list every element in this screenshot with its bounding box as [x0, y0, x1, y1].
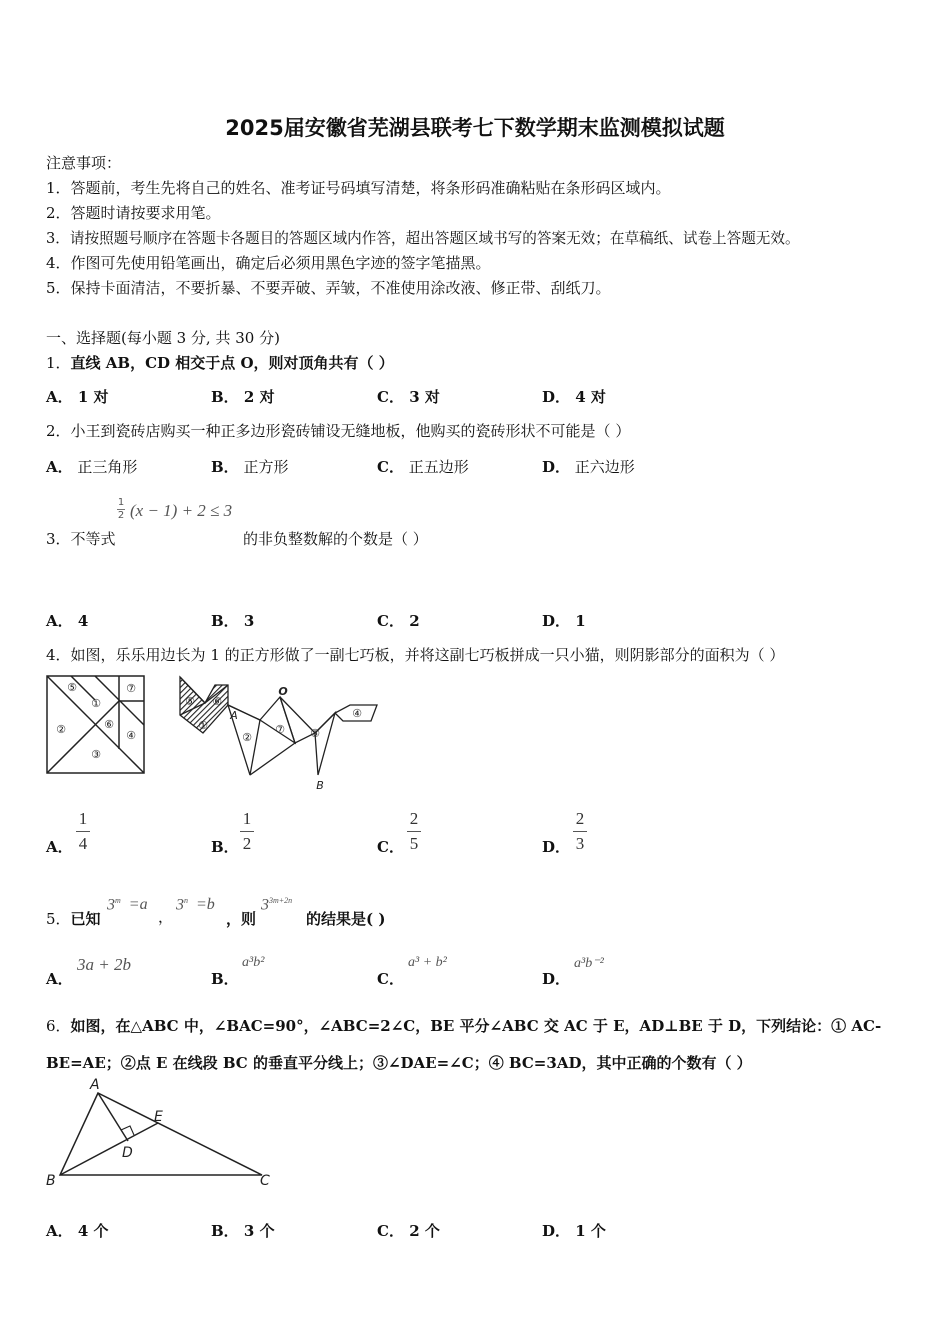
- cat-label: B: [316, 779, 324, 792]
- question-number: 2．: [46, 422, 71, 440]
- q4-option-d-fraction: 2 3: [573, 810, 587, 853]
- triangle-label: B: [46, 1173, 56, 1189]
- question-number: 5．: [46, 910, 71, 928]
- question-6-line-2: BE=AE；②点 E 在线段 BC 的垂直平分线上；③∠DAE=∠C；④ BC=3AD，其中正确的个数有（ ）: [46, 1054, 752, 1072]
- q5-option-d[interactable]: D．: [542, 970, 571, 988]
- q6-option-b[interactable]: B． 3 个: [211, 1222, 275, 1240]
- q1-option-a[interactable]: A． 1 对: [46, 388, 109, 406]
- tangram-label: ⑤: [67, 681, 77, 694]
- notice-item: 5．保持卡面清洁，不要折暴、不要弄破、弄皱，不准使用涂改液、修正带、刮纸刀。: [46, 279, 611, 297]
- q1-option-d[interactable]: D． 4 对: [542, 388, 606, 406]
- question-text: 小王到瓷砖店购买一种正多边形瓷砖铺设无缝地板，他购买的瓷砖形状不可能是（ ）: [70, 422, 631, 440]
- q3-option-b[interactable]: B． 3: [211, 612, 255, 630]
- page-title: 2025届安徽省芜湖县联考七下数学期末监测模拟试题: [225, 116, 725, 140]
- question-text: 直线 AB，CD 相交于点 O，则对顶角共有（ ）: [70, 354, 394, 372]
- q2-option-d[interactable]: D． 正六边形: [542, 458, 635, 476]
- question-4: [46, 644, 784, 665]
- q5-formula-3: $3^{3m+2n}$: [261, 896, 293, 914]
- triangle-figure: [40, 1075, 280, 1195]
- q3-option-d[interactable]: D． 1: [542, 612, 586, 630]
- triangle-label: C: [260, 1173, 270, 1189]
- q5-post: 的结果是( ): [306, 910, 386, 928]
- question-number: 1．: [46, 354, 71, 372]
- question-text: 如图，乐乐用边长为 1 的正方形做了一副七巧板，并将这副七巧板拼成一只小猫，则阴影部分的面积为（ ）: [70, 646, 785, 664]
- q5-mid: ，则: [226, 910, 257, 928]
- q3-formula: (x − 1) + 2 ≤ 3: [130, 501, 233, 520]
- q4-option-d[interactable]: D．: [542, 838, 571, 856]
- q2-option-b[interactable]: B． 正方形: [211, 458, 289, 476]
- question-3-suffix: 的非负整数解的个数是（ ）: [243, 530, 428, 548]
- notice-item: 1．答题前，考生先将自己的姓名、准考证号码填写清楚，将条形码准确粘贴在条形码区域内。: [46, 179, 671, 197]
- triangle-label: E: [154, 1109, 163, 1125]
- q5-comma: ，: [158, 908, 174, 926]
- notice-item: 3．请按照题号顺序在答题卡各题目的答题区域内作答，超出答题区域书写的答案无效；在草稿纸、试卷上答题无效。: [46, 230, 800, 247]
- question-1: [46, 352, 394, 373]
- section-heading: 一、选择题(每小题 3 分, 共 30 分): [46, 329, 280, 347]
- cat-label: A: [230, 709, 238, 722]
- cat-label: ③: [310, 727, 320, 740]
- q6-option-d[interactable]: D． 1 个: [542, 1222, 606, 1240]
- question-6: 6．如图，在△ABC 中，∠BAC=90°，∠ABC=2∠C，BE 平分∠ABC 交 AC 于 E，AD⊥BE 于 D，下列结论：① AC-: [46, 1017, 882, 1035]
- tangram-label: ⑥: [104, 718, 114, 731]
- question-5: 5．已知: [46, 910, 101, 928]
- question-number: 6．: [46, 1017, 71, 1035]
- cat-label: ①: [198, 719, 208, 732]
- q2-option-a[interactable]: A． 正三角形: [46, 458, 138, 476]
- question-number: 3．: [46, 530, 71, 548]
- tangram-label: ⑦: [126, 682, 136, 695]
- tangram-square-figure: [46, 675, 146, 775]
- notice-item: 4．作图可先使用铅笔画出，确定后必须用黑色字迹的签字笔描黑。: [46, 254, 491, 272]
- cat-label: ②: [242, 731, 252, 744]
- cat-label: ④: [352, 707, 362, 720]
- q3-option-a[interactable]: A． 4: [46, 612, 89, 630]
- q5-option-b-formula: a³b²: [242, 955, 265, 970]
- q5-option-a[interactable]: A．: [46, 970, 73, 988]
- q5-formula-1: $3^m =a$: [107, 896, 148, 914]
- q3-option-c[interactable]: C． 2: [377, 612, 420, 630]
- cat-label: O: [278, 685, 288, 698]
- cat-label: ⑥: [212, 695, 222, 708]
- question-3: 3．不等式: [46, 530, 116, 548]
- q1-option-c[interactable]: C． 3 对: [377, 388, 440, 406]
- tangram-cat-figure: [175, 675, 385, 795]
- q6-option-c[interactable]: C． 2 个: [377, 1222, 440, 1240]
- q4-option-c-fraction: 2 5: [407, 810, 421, 853]
- tangram-label: ④: [126, 729, 136, 742]
- q5-option-c-formula: a³ + b²: [408, 955, 447, 970]
- question-2: [46, 420, 630, 441]
- q3-formula-fraction: 1 2: [117, 497, 125, 521]
- notice-heading: 注意事项：: [46, 154, 122, 172]
- q5-option-b[interactable]: B．: [211, 970, 239, 988]
- q5-option-c[interactable]: C．: [377, 970, 404, 988]
- q2-option-c[interactable]: C． 正五边形: [377, 458, 469, 476]
- q4-option-a[interactable]: A．: [46, 838, 73, 856]
- q1-option-b[interactable]: B． 2 对: [211, 388, 275, 406]
- tangram-label: ③: [91, 748, 101, 761]
- tangram-label: ②: [56, 723, 66, 736]
- question-number: 4．: [46, 646, 71, 664]
- triangle-label: D: [122, 1145, 133, 1161]
- q4-option-c[interactable]: C．: [377, 838, 404, 856]
- q4-option-a-fraction: 1 4: [76, 810, 90, 853]
- triangle-label: A: [90, 1077, 100, 1093]
- q6-option-a[interactable]: A． 4 个: [46, 1222, 109, 1240]
- q5-formula-2: $3^n =b$: [176, 896, 215, 914]
- q4-option-b[interactable]: B．: [211, 838, 239, 856]
- cat-label: ⑦: [275, 723, 285, 736]
- q5-option-d-formula: a³b⁻²: [574, 956, 604, 971]
- tangram-label: ①: [91, 697, 101, 710]
- cat-label: ⑤: [185, 695, 195, 708]
- q5-option-a-formula: 3a + 2b: [77, 955, 131, 974]
- notice-item: 2．答题时请按要求用笔。: [46, 204, 221, 222]
- q4-option-b-fraction: 1 2: [240, 810, 254, 853]
